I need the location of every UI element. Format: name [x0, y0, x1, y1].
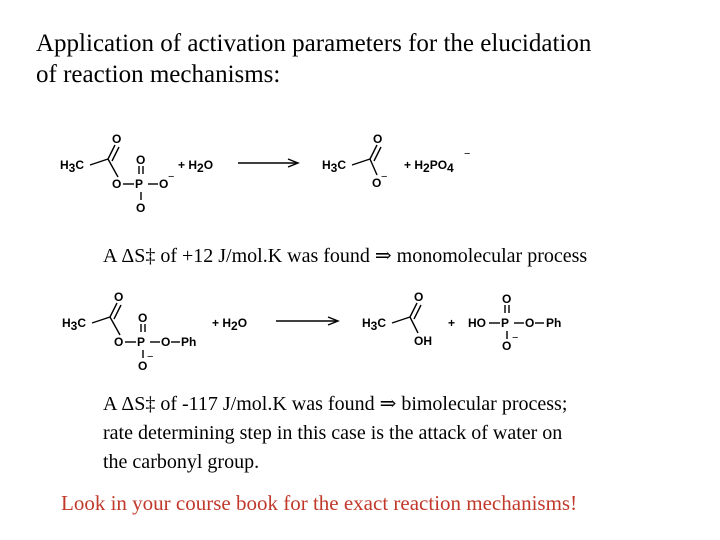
r1-product-o-bottom: O — [372, 176, 382, 190]
r2-p-o-bottom: O — [138, 359, 148, 373]
r1-bond-c-c — [90, 159, 108, 165]
r1-product-charge: − — [381, 171, 388, 183]
statement-2 — [103, 390, 567, 477]
title-line-2: of reaction mechanisms: — [36, 61, 281, 88]
r1-product-bond-c-c — [352, 159, 370, 165]
r1-ester-o: O — [112, 177, 122, 191]
r2-ph: Ph — [181, 335, 197, 349]
reaction-1-scheme — [0, 130, 720, 220]
r2-byproduct-o-bottom: O — [502, 339, 512, 353]
r1-p-o-right: O — [159, 177, 169, 191]
r1-p: P — [135, 177, 144, 191]
statement-2-line-1: A ΔS‡ of -117 J/mol.K was found ⇒ bimolecular process; — [103, 393, 568, 415]
r1-product-o-top: O — [373, 132, 383, 146]
r2-byproduct-o-top: O — [502, 292, 512, 306]
r1-byproduct: + H2PO4 — [404, 158, 454, 175]
r2-bond-c-o — [110, 317, 120, 335]
r1-product-bond-c-o — [370, 159, 377, 175]
r2-byproduct-charge: − — [512, 332, 519, 344]
statement-1: A ΔS‡ of +12 J/mol.K was found ⇒ monomolecular process — [103, 245, 588, 267]
r1-carbonyl-o: O — [112, 132, 122, 146]
r1-charge-right: − — [168, 171, 175, 183]
r2-p: P — [137, 335, 146, 349]
r2-byproduct-ho: HO — [468, 316, 486, 330]
r1-p-o-top: O — [136, 153, 146, 167]
r1-h3c: H3C — [60, 158, 85, 175]
r2-plus: + — [448, 316, 456, 330]
r2-water: + H2O — [212, 316, 248, 333]
r2-h3c: H3C — [62, 316, 87, 333]
r2-product-h3c: H3C — [362, 316, 387, 333]
r2-byproduct-o-right: O — [525, 316, 535, 330]
slide-title — [36, 28, 696, 90]
r2-product-oh: OH — [414, 334, 432, 348]
r2-product-o-top: O — [414, 290, 424, 304]
r2-product-bond-c-c — [392, 317, 410, 323]
r2-p-o-top: O — [138, 311, 148, 325]
r2-product-bond-c-oh — [410, 317, 418, 333]
r1-bond-c-o — [108, 159, 118, 177]
r2-bond-c-c — [92, 317, 110, 323]
r1-product-h3c: H3C — [322, 158, 347, 175]
footer-note: Look in your course book for the exact reaction mechanisms! — [61, 491, 578, 515]
statement-2-line-3: the carbonyl group. — [103, 451, 260, 473]
r2-ester-o: O — [114, 335, 124, 349]
title-line-1: Application of activation parameters for the elucidation — [36, 30, 592, 57]
statement-2-line-2: rate determining step in this case is the attack of water on — [103, 422, 563, 444]
r1-water: + H2O — [178, 158, 214, 175]
r2-byproduct-ph: Ph — [546, 316, 562, 330]
r1-byproduct-charge: − — [464, 148, 471, 160]
r2-byproduct-p: P — [501, 316, 510, 330]
r2-carbonyl-o: O — [114, 290, 124, 304]
r2-p-o-charge: − — [147, 351, 154, 363]
r2-p-o-right: O — [161, 335, 171, 349]
r1-p-o-bottom: O — [136, 201, 146, 215]
reaction-2-scheme — [0, 288, 720, 378]
